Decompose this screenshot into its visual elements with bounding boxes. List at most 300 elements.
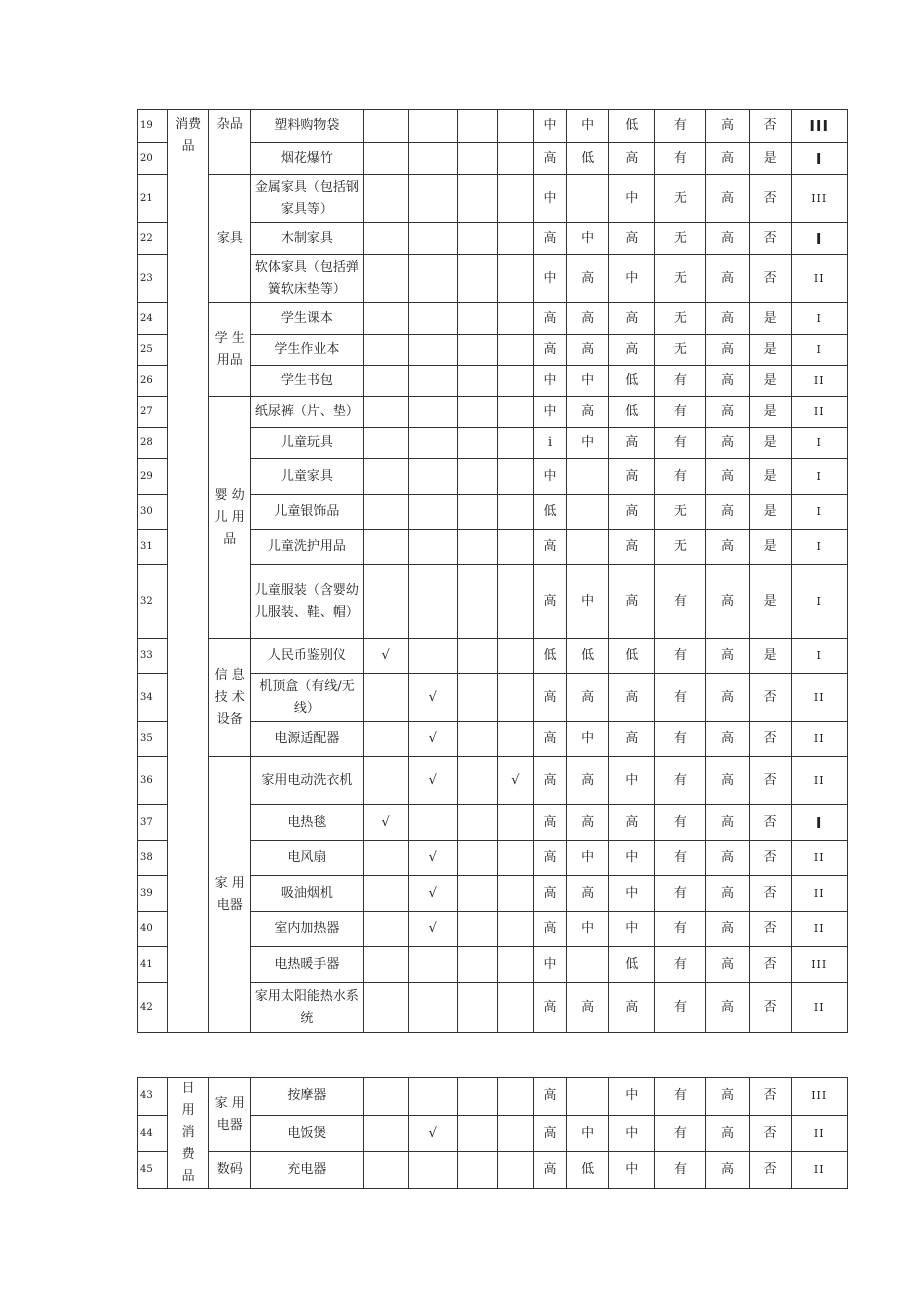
table-row: [138, 110, 891, 143]
rating-cell: 有: [655, 110, 706, 143]
check-cell: [408, 223, 457, 255]
risk-level: I: [791, 805, 847, 841]
rating-cell: 高: [706, 722, 749, 757]
rating-cell: 高: [706, 255, 749, 303]
check-cell: [363, 1152, 408, 1189]
product-name: 电热暖手器: [251, 947, 363, 983]
check-cell: [363, 335, 408, 366]
rating-cell: 高: [534, 805, 567, 841]
check-cell: [408, 983, 457, 1033]
rating-cell: 高: [534, 143, 567, 175]
product-risk-table-continued: [137, 1077, 891, 1189]
table-row: [138, 841, 891, 876]
rating-cell: 有: [655, 947, 706, 983]
check-cell: [497, 805, 533, 841]
row-number: 22: [138, 223, 168, 255]
rating-cell: 高: [534, 983, 567, 1033]
row-number: 43: [138, 1078, 168, 1116]
rating-cell: 高: [567, 674, 609, 722]
risk-level: I: [791, 223, 847, 255]
rating-cell: 高: [609, 805, 655, 841]
rating-cell: 高: [706, 912, 749, 947]
product-name: 机顶盒（有线/无线）: [251, 674, 363, 722]
rating-cell: 有: [655, 639, 706, 674]
rating-cell: 中: [609, 912, 655, 947]
rating-cell: 否: [749, 805, 791, 841]
check-cell: [457, 1115, 497, 1152]
table-row: [138, 175, 891, 223]
check-cell: [497, 397, 533, 428]
rating-cell: 低: [609, 639, 655, 674]
check-cell: [497, 639, 533, 674]
rating-cell: 中: [534, 459, 567, 495]
table-row: [138, 876, 891, 912]
table-row: [138, 255, 891, 303]
rating-cell: 低: [567, 639, 609, 674]
rating-cell: 高: [706, 876, 749, 912]
rating-cell: 中: [609, 175, 655, 223]
sub-category-cell: 家具: [209, 175, 251, 303]
table-row: [138, 530, 891, 565]
rating-cell: 高: [534, 674, 567, 722]
rating-cell: 中: [609, 757, 655, 805]
rating-cell: 低: [534, 639, 567, 674]
check-cell: [363, 757, 408, 805]
check-cell: [408, 397, 457, 428]
check-cell: [497, 366, 533, 397]
row-number: 41: [138, 947, 168, 983]
check-cell: [457, 428, 497, 459]
rating-cell: 高: [534, 530, 567, 565]
check-cell: [497, 1115, 533, 1152]
check-cell: [408, 1078, 457, 1116]
rating-cell: 是: [749, 303, 791, 335]
rating-cell: 中: [567, 366, 609, 397]
rating-cell: 有: [655, 876, 706, 912]
rating-cell: 有: [655, 983, 706, 1033]
rating-cell: [567, 1078, 609, 1116]
risk-level: II: [791, 841, 847, 876]
check-cell: [497, 1152, 533, 1189]
check-cell: [497, 459, 533, 495]
check-cell: [497, 674, 533, 722]
table-row: [138, 757, 891, 805]
check-cell: [457, 530, 497, 565]
risk-level: I: [791, 303, 847, 335]
rating-cell: 高: [567, 876, 609, 912]
check-cell: [457, 639, 497, 674]
rating-cell: 高: [534, 335, 567, 366]
check-cell: [457, 175, 497, 223]
sub-category-cell: 学 生 用品: [209, 303, 251, 397]
check-cell: [457, 757, 497, 805]
rating-cell: 高: [706, 428, 749, 459]
rating-cell: i: [534, 428, 567, 459]
rating-cell: 否: [749, 947, 791, 983]
check-cell: [457, 459, 497, 495]
rating-cell: 高: [567, 397, 609, 428]
check-cell: [363, 530, 408, 565]
product-name: 学生书包: [251, 366, 363, 397]
row-number: 21: [138, 175, 168, 223]
check-cell: [457, 397, 497, 428]
rating-cell: 高: [534, 876, 567, 912]
rating-cell: 中: [567, 841, 609, 876]
big-category-line: 品: [181, 139, 195, 154]
check-cell: [497, 143, 533, 175]
risk-level: I: [791, 495, 847, 530]
rating-cell: 有: [655, 757, 706, 805]
rating-cell: 高: [567, 303, 609, 335]
check-cell: [408, 565, 457, 639]
rating-cell: 高: [534, 912, 567, 947]
rating-cell: 中: [567, 722, 609, 757]
check-cell: [363, 459, 408, 495]
row-number: 35: [138, 722, 168, 757]
rating-cell: 中: [609, 255, 655, 303]
rating-cell: 低: [609, 397, 655, 428]
risk-level: I: [791, 143, 847, 175]
row-number: 42: [138, 983, 168, 1033]
product-name: 电饭煲: [251, 1115, 363, 1152]
check-cell: [457, 1078, 497, 1116]
rating-cell: 否: [749, 1115, 791, 1152]
rating-cell: 无: [655, 175, 706, 223]
rating-cell: 中: [567, 912, 609, 947]
product-name: 儿童服装（含婴幼儿服装、鞋、帽）: [251, 565, 363, 639]
rating-cell: 有: [655, 428, 706, 459]
rating-cell: 否: [749, 983, 791, 1033]
check-cell: [363, 495, 408, 530]
rating-cell: 有: [655, 565, 706, 639]
rating-cell: 中: [534, 397, 567, 428]
check-cell: [457, 223, 497, 255]
risk-level: II: [791, 397, 847, 428]
rating-cell: 中: [609, 1078, 655, 1116]
rating-cell: 否: [749, 223, 791, 255]
rating-cell: 高: [706, 639, 749, 674]
check-cell: [497, 303, 533, 335]
row-number: 38: [138, 841, 168, 876]
rating-cell: 低: [534, 495, 567, 530]
rating-cell: 无: [655, 495, 706, 530]
rating-cell: 否: [749, 722, 791, 757]
rating-cell: 高: [534, 1152, 567, 1189]
check-cell: [408, 303, 457, 335]
table-row: [138, 397, 891, 428]
check-cell: √: [408, 757, 457, 805]
risk-level: II: [791, 1152, 847, 1189]
rating-cell: 高: [706, 459, 749, 495]
rating-cell: 高: [706, 303, 749, 335]
risk-level: II: [791, 757, 847, 805]
rating-cell: 高: [609, 983, 655, 1033]
rating-cell: 低: [609, 947, 655, 983]
rating-cell: 高: [706, 495, 749, 530]
big-category-cell: [168, 110, 209, 1033]
rating-cell: 高: [706, 565, 749, 639]
rating-cell: 否: [749, 912, 791, 947]
row-number: 29: [138, 459, 168, 495]
table-row: [138, 722, 891, 757]
rating-cell: 高: [609, 335, 655, 366]
rating-cell: [567, 530, 609, 565]
risk-level: III: [791, 110, 847, 143]
product-name: 烟花爆竹: [251, 143, 363, 175]
rating-cell: 有: [655, 366, 706, 397]
rating-cell: 高: [567, 983, 609, 1033]
rating-cell: 高: [706, 143, 749, 175]
product-name: 儿童银饰品: [251, 495, 363, 530]
rating-cell: 高: [567, 255, 609, 303]
check-cell: [363, 1115, 408, 1152]
product-name: 按摩器: [251, 1078, 363, 1116]
check-cell: [363, 428, 408, 459]
rating-cell: 有: [655, 1115, 706, 1152]
check-cell: [363, 674, 408, 722]
rating-cell: 高: [609, 530, 655, 565]
big-category-cell: 日用 消费 品: [168, 1078, 209, 1189]
table-row: [138, 983, 891, 1033]
risk-level: I: [791, 459, 847, 495]
rating-cell: 中: [567, 110, 609, 143]
rating-cell: 是: [749, 366, 791, 397]
risk-level: II: [791, 366, 847, 397]
rating-cell: 高: [706, 674, 749, 722]
rating-cell: 有: [655, 841, 706, 876]
rating-cell: 中: [534, 947, 567, 983]
rating-cell: 低: [567, 1152, 609, 1189]
rating-cell: 有: [655, 1078, 706, 1116]
check-cell: [497, 530, 533, 565]
rating-cell: 高: [706, 805, 749, 841]
rating-cell: 高: [706, 757, 749, 805]
table-row: [138, 495, 891, 530]
table-row: [138, 947, 891, 983]
rating-cell: 中: [534, 255, 567, 303]
rating-cell: [567, 947, 609, 983]
check-cell: [363, 722, 408, 757]
rating-cell: 高: [534, 1078, 567, 1116]
risk-level: II: [791, 983, 847, 1033]
rating-cell: 高: [534, 223, 567, 255]
product-name: 电热毯: [251, 805, 363, 841]
check-cell: [497, 565, 533, 639]
risk-level: II: [791, 255, 847, 303]
check-cell: [408, 1152, 457, 1189]
check-cell: [408, 255, 457, 303]
risk-level: II: [791, 1115, 847, 1152]
rating-cell: 高: [706, 366, 749, 397]
row-number: 32: [138, 565, 168, 639]
rating-cell: 有: [655, 397, 706, 428]
check-cell: [408, 143, 457, 175]
rating-cell: 中: [609, 876, 655, 912]
rating-cell: 高: [706, 175, 749, 223]
sub-category-cell: 婴 幼 儿 用 品: [209, 397, 251, 639]
sub-category-cell: 杂品: [209, 110, 251, 175]
product-name: 木制家具: [251, 223, 363, 255]
check-cell: √: [408, 1115, 457, 1152]
check-cell: √: [408, 876, 457, 912]
check-cell: [497, 110, 533, 143]
table-row: [138, 565, 891, 639]
check-cell: [457, 495, 497, 530]
check-cell: [457, 1152, 497, 1189]
risk-level: II: [791, 912, 847, 947]
row-number: 40: [138, 912, 168, 947]
check-cell: [497, 841, 533, 876]
check-cell: [408, 805, 457, 841]
product-name: 家用太阳能热水系统: [251, 983, 363, 1033]
table-row: [138, 223, 891, 255]
rating-cell: 否: [749, 757, 791, 805]
rating-cell: 是: [749, 428, 791, 459]
check-cell: [457, 335, 497, 366]
row-number: 31: [138, 530, 168, 565]
check-cell: [363, 876, 408, 912]
table-row: [138, 335, 891, 366]
row-number: 24: [138, 303, 168, 335]
check-cell: [457, 674, 497, 722]
check-cell: [408, 366, 457, 397]
check-cell: √: [363, 639, 408, 674]
product-name: 塑料购物袋: [251, 110, 363, 143]
rating-cell: [567, 175, 609, 223]
check-cell: [497, 223, 533, 255]
check-cell: [497, 335, 533, 366]
check-cell: [457, 912, 497, 947]
rating-cell: 是: [749, 495, 791, 530]
rating-cell: 有: [655, 459, 706, 495]
table-row: [138, 674, 891, 722]
rating-cell: 有: [655, 722, 706, 757]
risk-level: II: [791, 876, 847, 912]
check-cell: √: [408, 912, 457, 947]
check-cell: [497, 722, 533, 757]
check-cell: [363, 983, 408, 1033]
product-name: 充电器: [251, 1152, 363, 1189]
table-body: [138, 110, 891, 1033]
row-number: 37: [138, 805, 168, 841]
product-name: 电源适配器: [251, 722, 363, 757]
check-cell: √: [497, 757, 533, 805]
check-cell: [457, 876, 497, 912]
check-cell: [497, 947, 533, 983]
check-cell: [363, 841, 408, 876]
rating-cell: 高: [567, 757, 609, 805]
risk-level: III: [791, 175, 847, 223]
rating-cell: 是: [749, 459, 791, 495]
product-risk-table: [137, 109, 891, 1033]
rating-cell: 是: [749, 639, 791, 674]
check-cell: [363, 143, 408, 175]
rating-cell: 是: [749, 335, 791, 366]
check-cell: [497, 175, 533, 223]
check-cell: [408, 110, 457, 143]
rating-cell: 高: [609, 223, 655, 255]
check-cell: [457, 143, 497, 175]
table-body: [138, 1078, 891, 1189]
product-name: 电风扇: [251, 841, 363, 876]
rating-cell: 高: [609, 428, 655, 459]
rating-cell: 高: [609, 674, 655, 722]
rating-cell: 否: [749, 1152, 791, 1189]
check-cell: [497, 912, 533, 947]
rating-cell: 高: [609, 143, 655, 175]
rating-cell: 高: [706, 1078, 749, 1116]
rating-cell: 是: [749, 143, 791, 175]
rating-cell: 高: [567, 335, 609, 366]
rating-cell: 高: [706, 841, 749, 876]
rating-cell: 否: [749, 1078, 791, 1116]
row-number: 27: [138, 397, 168, 428]
product-name: 室内加热器: [251, 912, 363, 947]
rating-cell: 高: [706, 947, 749, 983]
rating-cell: 高: [609, 495, 655, 530]
check-cell: [363, 1078, 408, 1116]
rating-cell: 否: [749, 674, 791, 722]
rating-cell: 中: [609, 1152, 655, 1189]
table-row: [138, 143, 891, 175]
row-number: 30: [138, 495, 168, 530]
check-cell: √: [408, 841, 457, 876]
table-row: [138, 366, 891, 397]
row-number: 39: [138, 876, 168, 912]
rating-cell: 中: [534, 175, 567, 223]
row-number: 33: [138, 639, 168, 674]
product-name: 学生课本: [251, 303, 363, 335]
row-number: 20: [138, 143, 168, 175]
table-row: [138, 1152, 891, 1189]
rating-cell: 否: [749, 876, 791, 912]
row-number: 23: [138, 255, 168, 303]
rating-cell: 无: [655, 255, 706, 303]
rating-cell: 高: [609, 722, 655, 757]
row-number: 19: [138, 110, 168, 143]
check-cell: [497, 495, 533, 530]
table-row: [138, 912, 891, 947]
table-row: [138, 1115, 891, 1152]
big-category-line: 消费: [175, 117, 202, 132]
sub-category-cell: 家 用 电器: [209, 757, 251, 1033]
risk-level: I: [791, 530, 847, 565]
rating-cell: 中: [609, 841, 655, 876]
row-number: 25: [138, 335, 168, 366]
rating-cell: 高: [706, 1115, 749, 1152]
check-cell: [363, 175, 408, 223]
rating-cell: 高: [706, 110, 749, 143]
rating-cell: 高: [609, 565, 655, 639]
product-name: 金属家具（包括钢家具等）: [251, 175, 363, 223]
check-cell: √: [363, 805, 408, 841]
check-cell: [457, 366, 497, 397]
check-cell: [363, 397, 408, 428]
check-cell: [497, 255, 533, 303]
check-cell: [363, 947, 408, 983]
rating-cell: [567, 459, 609, 495]
product-name: 儿童玩具: [251, 428, 363, 459]
rating-cell: 否: [749, 175, 791, 223]
risk-level: I: [791, 428, 847, 459]
rating-cell: 低: [609, 110, 655, 143]
rating-cell: 高: [706, 983, 749, 1033]
rating-cell: 高: [706, 397, 749, 428]
rating-cell: 高: [534, 841, 567, 876]
rating-cell: 有: [655, 1152, 706, 1189]
row-number: 45: [138, 1152, 168, 1189]
product-name: 人民币鉴别仪: [251, 639, 363, 674]
